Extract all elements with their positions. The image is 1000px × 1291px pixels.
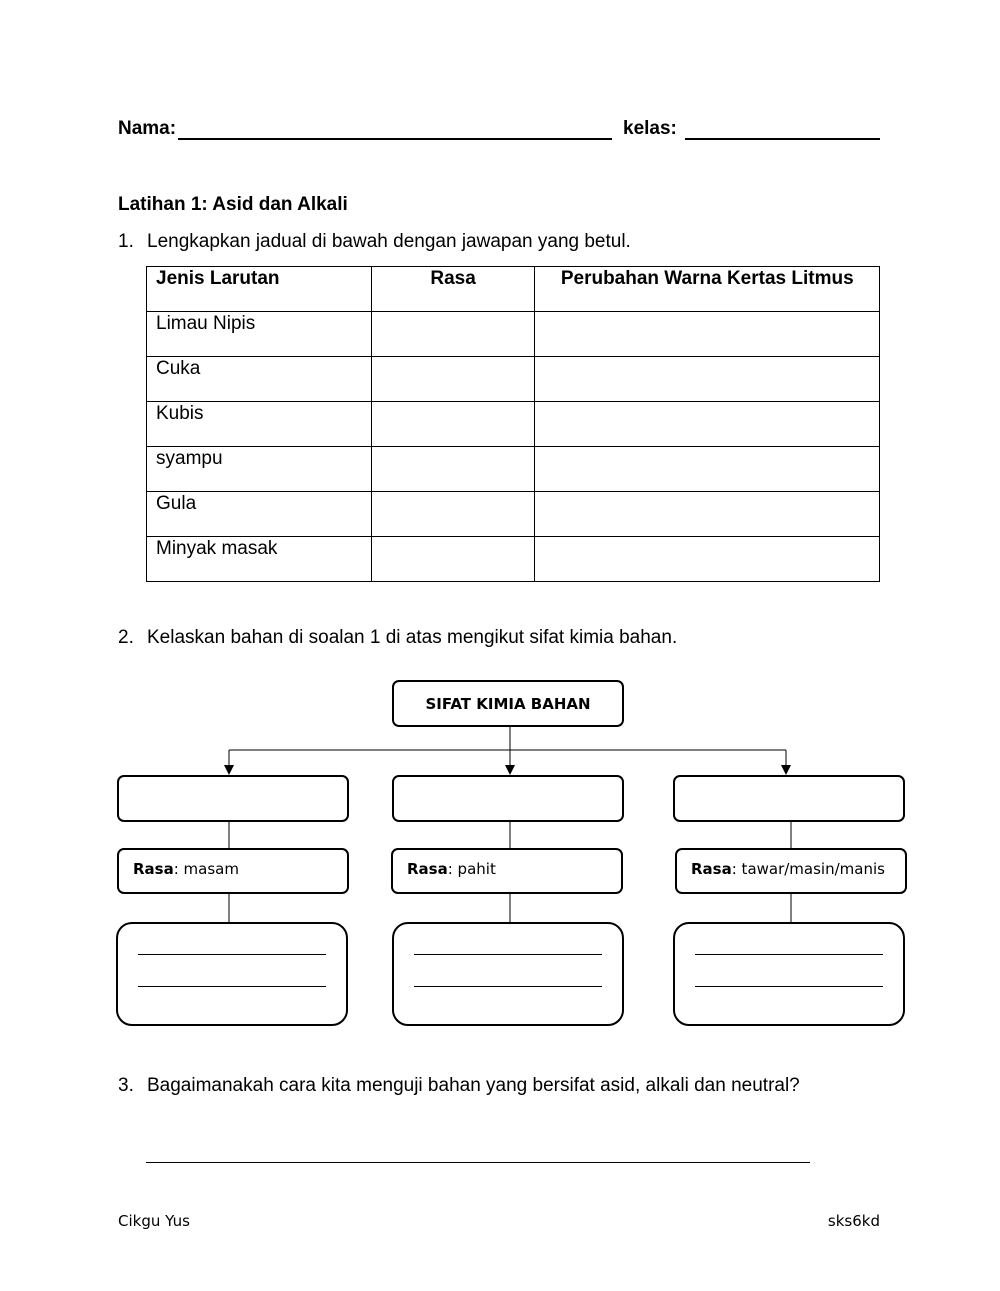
category-box-1[interactable]	[117, 775, 349, 822]
table-header-row	[147, 267, 880, 312]
table-cell-rasa[interactable]	[371, 357, 535, 402]
question-3-text: Bagaimanakah cara kita menguji bahan yang bersifat asid, alkali dan neutral?	[147, 1075, 800, 1096]
question-2	[118, 627, 677, 649]
diagram-root-box	[392, 680, 624, 727]
rasa-box-3	[675, 848, 907, 894]
question-2-number: 2.	[118, 627, 134, 648]
table-header: Rasa	[371, 267, 535, 312]
table-cell-litmus[interactable]	[535, 447, 880, 492]
table-cell-larutan: Cuka	[147, 357, 372, 402]
question-3	[118, 1075, 800, 1097]
answer-line[interactable]	[138, 986, 326, 987]
table-cell-rasa[interactable]	[371, 492, 535, 537]
table-cell-litmus[interactable]	[535, 537, 880, 582]
answer-box-1	[116, 922, 348, 1026]
answer-line[interactable]	[695, 986, 883, 987]
table-cell-litmus[interactable]	[535, 312, 880, 357]
question-1-text: Lengkapkan jadual di bawah dengan jawapan yang betul.	[147, 231, 631, 252]
rasa-value: : pahit	[447, 860, 496, 878]
table-header: Perubahan Warna Kertas Litmus	[535, 267, 880, 312]
answer-line[interactable]	[138, 954, 326, 955]
footer-right: sks6kd	[827, 1212, 880, 1230]
table-cell-litmus[interactable]	[535, 402, 880, 447]
kelas-field[interactable]	[685, 138, 880, 140]
question-2-text: Kelaskan bahan di soalan 1 di atas mengikut sifat kimia bahan.	[147, 627, 678, 648]
question-3-number: 3.	[118, 1075, 134, 1096]
table-row	[147, 312, 880, 357]
rasa-label: Rasa	[133, 860, 174, 878]
table-header: Jenis Larutan	[147, 267, 372, 312]
table-cell-larutan: syampu	[147, 447, 372, 492]
nama-field[interactable]	[178, 138, 612, 140]
table-row	[147, 537, 880, 582]
rasa-label: Rasa	[407, 860, 448, 878]
question-1-number: 1.	[118, 231, 134, 252]
table-row	[147, 447, 880, 492]
table-row	[147, 402, 880, 447]
table-cell-rasa[interactable]	[371, 537, 535, 582]
answer-table	[146, 266, 880, 582]
rasa-label: Rasa	[691, 860, 732, 878]
table-cell-larutan: Minyak masak	[147, 537, 372, 582]
arrow-right	[781, 765, 791, 775]
rasa-box-2	[391, 848, 623, 894]
answer-line[interactable]	[695, 954, 883, 955]
nama-label: Nama:	[118, 118, 177, 139]
table-cell-rasa[interactable]	[371, 402, 535, 447]
table-row	[147, 492, 880, 537]
footer-left: Cikgu Yus	[118, 1212, 190, 1230]
table-row	[147, 357, 880, 402]
kelas-label: kelas:	[623, 118, 677, 139]
category-box-2[interactable]	[392, 775, 624, 822]
answer-box-3	[673, 922, 905, 1026]
category-box-3[interactable]	[673, 775, 905, 822]
rasa-value: : masam	[173, 860, 239, 878]
q3-answer-line[interactable]	[146, 1162, 810, 1163]
diagram-root-label: SIFAT KIMIA BAHAN	[425, 694, 591, 713]
answer-line[interactable]	[414, 986, 602, 987]
rasa-box-1	[117, 848, 349, 894]
table-cell-litmus[interactable]	[535, 357, 880, 402]
arrow-mid	[505, 765, 515, 775]
table-cell-rasa[interactable]	[371, 447, 535, 492]
rasa-value: : tawar/masin/manis	[731, 860, 885, 878]
table-cell-larutan: Limau Nipis	[147, 312, 372, 357]
table-cell-larutan: Gula	[147, 492, 372, 537]
question-1	[118, 231, 631, 253]
arrow-left	[224, 765, 234, 775]
worksheet-title: Latihan 1: Asid dan Alkali	[118, 194, 348, 215]
table-cell-larutan: Kubis	[147, 402, 372, 447]
answer-box-2	[392, 922, 624, 1026]
table-cell-rasa[interactable]	[371, 312, 535, 357]
table-cell-litmus[interactable]	[535, 492, 880, 537]
answer-line[interactable]	[414, 954, 602, 955]
